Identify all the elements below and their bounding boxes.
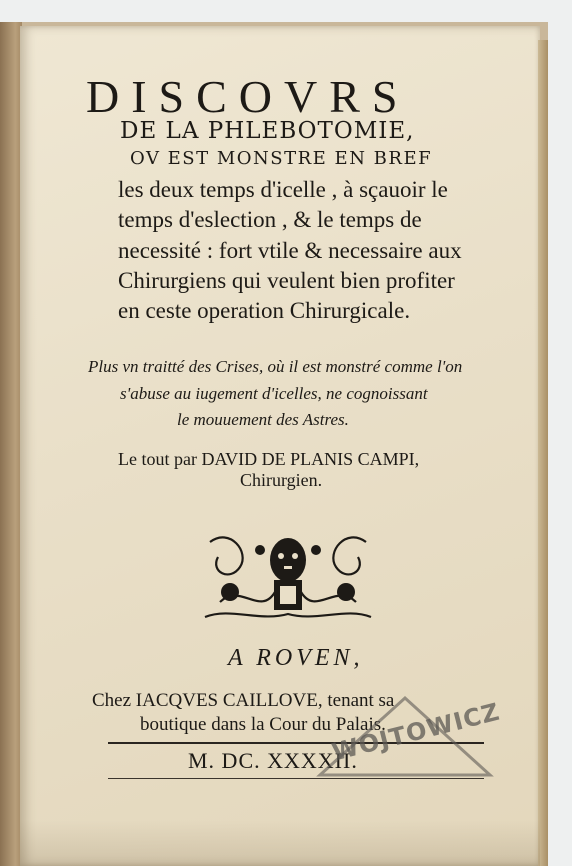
page-title: DISCOVRS <box>86 71 410 122</box>
body-line: temps d'eslection , & le temps de <box>118 207 422 232</box>
watermark-text: WOJTOWICZ <box>329 697 503 767</box>
body-line: en ceste operation Chirurgicale. <box>118 298 411 323</box>
book-spine <box>0 22 22 866</box>
printer-ornament-icon <box>200 522 376 626</box>
body-line: Chirurgiens qui veulent bien profiter <box>118 268 455 293</box>
author-line: Le tout par DAVID DE PLANIS CAMPI, <box>118 449 420 469</box>
page-edge <box>538 40 548 866</box>
body-line: les deux temps d'icelle , à sçauoir le <box>118 177 448 202</box>
italic-line: le mouuement des Astres. <box>177 410 349 429</box>
italic-line: s'abuse au iugement d'icelles, ne cognoissant <box>120 384 428 403</box>
imprint-date: M. DC. XXXXII. <box>188 748 358 773</box>
page-shadow <box>20 820 540 866</box>
imprint-place: A ROVEN, <box>228 645 364 671</box>
author-title: Chirurgien. <box>240 470 323 490</box>
subtitle-line-1: DE LA PHLEBOTOMIE, <box>120 118 415 144</box>
body-line: necessité : fort vtile & necessaire aux <box>118 238 462 263</box>
publisher-line: Chez IACQVES CAILLOVE, tenant sa <box>92 690 395 711</box>
subtitle-line-2: OV EST MONSTRE EN BREF <box>130 148 433 169</box>
publisher-line: boutique dans la Cour du Palais. <box>140 714 386 735</box>
italic-line: Plus vn traitté des Crises, où il est monstré comme l'on <box>88 357 463 376</box>
